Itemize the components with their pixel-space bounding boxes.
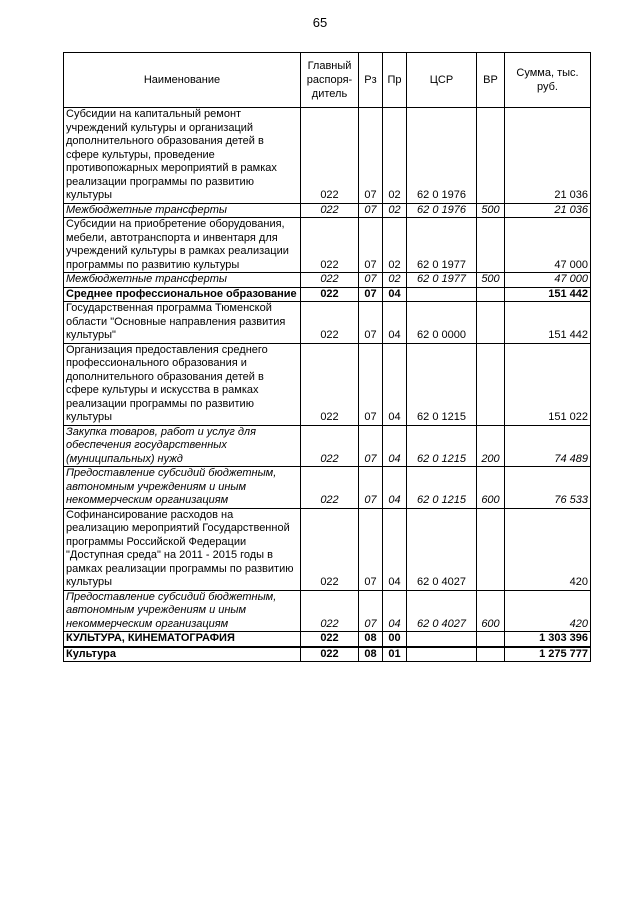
cell-csr: 62 0 4027 (407, 590, 477, 632)
cell-rz: 07 (359, 467, 383, 509)
cell-vr (477, 108, 505, 204)
cell-vr: 600 (477, 467, 505, 509)
cell-rz: 07 (359, 590, 383, 632)
cell-csr (407, 287, 477, 302)
header-rz: Рз (359, 53, 383, 108)
cell-vr (477, 647, 505, 662)
cell-glavny: 022 (301, 108, 359, 204)
cell-pr: 00 (383, 632, 407, 647)
table-row (64, 273, 591, 288)
cell-name: Предоставление субсидий бюджетным, автономным учреждениям и иным некоммерческим организациям (64, 590, 301, 632)
cell-sum: 151 022 (505, 343, 591, 425)
cell-glavny: 022 (301, 287, 359, 302)
cell-name: Культура (64, 647, 301, 662)
table-row (64, 343, 591, 425)
table-row (64, 287, 591, 302)
cell-pr: 04 (383, 590, 407, 632)
table-row (64, 425, 591, 467)
cell-name: Субсидии на капитальный ремонт учреждений культуры и организаций дополнительного образования детей в сфере культуры, проведение противопожарных мероприятий в рамках реализации программы по развитию культуры (64, 108, 301, 204)
table-row (64, 203, 591, 218)
header-csr: ЦСР (407, 53, 477, 108)
cell-pr: 02 (383, 108, 407, 204)
cell-sum: 1 275 777 (505, 647, 591, 662)
cell-glavny: 022 (301, 302, 359, 344)
cell-csr: 62 0 0000 (407, 302, 477, 344)
cell-rz: 07 (359, 218, 383, 273)
cell-rz: 07 (359, 343, 383, 425)
cell-name: Софинансирование расходов на реализацию мероприятий Государственной программы Российской Федерации "Доступная среда" на 2011 - 2015 годы в рамках реализации программы по развитию культуры (64, 508, 301, 590)
cell-pr: 04 (383, 343, 407, 425)
cell-rz: 07 (359, 108, 383, 204)
cell-vr (477, 302, 505, 344)
cell-rz: 07 (359, 287, 383, 302)
table-row (64, 508, 591, 590)
cell-csr: 62 0 1977 (407, 218, 477, 273)
cell-sum: 76 533 (505, 467, 591, 509)
cell-glavny: 022 (301, 218, 359, 273)
table-row (64, 467, 591, 509)
page-number: 65 (312, 15, 328, 30)
header-glavny: Главный распоря-дитель (301, 53, 359, 108)
cell-glavny: 022 (301, 273, 359, 288)
cell-sum: 47 000 (505, 273, 591, 288)
cell-vr: 600 (477, 590, 505, 632)
cell-vr (477, 632, 505, 647)
cell-csr: 62 0 1215 (407, 425, 477, 467)
cell-name: Субсидии на приобретение оборудования, мебели, автотранспорта и инвентаря для учреждений культуры в рамках реализации программы по развитию культуры (64, 218, 301, 273)
cell-csr: 62 0 1215 (407, 467, 477, 509)
table-row (64, 647, 591, 662)
cell-name: Закупка товаров, работ и услуг для обеспечения государственных (муниципальных) нужд (64, 425, 301, 467)
cell-pr: 04 (383, 425, 407, 467)
cell-pr: 04 (383, 467, 407, 509)
header-sum: Сумма, тыс. руб. (505, 53, 591, 108)
cell-sum: 47 000 (505, 218, 591, 273)
cell-vr: 500 (477, 203, 505, 218)
cell-pr: 04 (383, 508, 407, 590)
table-body (64, 108, 591, 662)
cell-csr: 62 0 1977 (407, 273, 477, 288)
cell-csr (407, 647, 477, 662)
cell-glavny: 022 (301, 425, 359, 467)
cell-sum: 420 (505, 590, 591, 632)
cell-rz: 07 (359, 425, 383, 467)
cell-sum: 74 489 (505, 425, 591, 467)
header-vr: ВР (477, 53, 505, 108)
cell-glavny: 022 (301, 343, 359, 425)
table-row (64, 302, 591, 344)
cell-rz: 07 (359, 302, 383, 344)
cell-sum: 151 442 (505, 302, 591, 344)
cell-name: КУЛЬТУРА, КИНЕМАТОГРАФИЯ (64, 632, 301, 647)
cell-rz: 08 (359, 632, 383, 647)
cell-glavny: 022 (301, 647, 359, 662)
budget-table (63, 52, 591, 662)
cell-pr: 04 (383, 287, 407, 302)
table-header-row (64, 53, 591, 108)
cell-vr: 200 (477, 425, 505, 467)
cell-rz: 07 (359, 273, 383, 288)
cell-pr: 02 (383, 273, 407, 288)
cell-pr: 02 (383, 203, 407, 218)
cell-name: Межбюджетные трансферты (64, 273, 301, 288)
table-row (64, 590, 591, 632)
cell-pr: 02 (383, 218, 407, 273)
table-row (64, 218, 591, 273)
cell-csr: 62 0 1976 (407, 108, 477, 204)
cell-vr: 500 (477, 273, 505, 288)
cell-sum: 1 303 396 (505, 632, 591, 647)
cell-csr: 62 0 1976 (407, 203, 477, 218)
cell-glavny: 022 (301, 203, 359, 218)
cell-rz: 07 (359, 203, 383, 218)
cell-name: Государственная программа Тюменской области "Основные направления развития культуры" (64, 302, 301, 344)
cell-vr (477, 508, 505, 590)
cell-sum: 21 036 (505, 108, 591, 204)
cell-pr: 01 (383, 647, 407, 662)
cell-csr (407, 632, 477, 647)
cell-name: Межбюджетные трансферты (64, 203, 301, 218)
cell-glavny: 022 (301, 590, 359, 632)
cell-glavny: 022 (301, 632, 359, 647)
header-pr: Пр (383, 53, 407, 108)
cell-sum: 420 (505, 508, 591, 590)
cell-name: Предоставление субсидий бюджетным, автономным учреждениям и иным некоммерческим организациям (64, 467, 301, 509)
cell-csr: 62 0 4027 (407, 508, 477, 590)
cell-pr: 04 (383, 302, 407, 344)
cell-rz: 07 (359, 508, 383, 590)
cell-rz: 08 (359, 647, 383, 662)
cell-sum: 21 036 (505, 203, 591, 218)
cell-vr (477, 343, 505, 425)
cell-name: Организация предоставления среднего профессионального образования и дополнительного образования детей в сфере культуры и искусства в рамках реализации программы по развитию культуры (64, 343, 301, 425)
table-row (64, 632, 591, 647)
cell-glavny: 022 (301, 467, 359, 509)
header-name: Наименование (64, 53, 301, 108)
cell-glavny: 022 (301, 508, 359, 590)
cell-sum: 151 442 (505, 287, 591, 302)
table-row (64, 108, 591, 204)
cell-vr (477, 287, 505, 302)
cell-vr (477, 218, 505, 273)
cell-csr: 62 0 1215 (407, 343, 477, 425)
cell-name: Среднее профессиональное образование (64, 287, 301, 302)
